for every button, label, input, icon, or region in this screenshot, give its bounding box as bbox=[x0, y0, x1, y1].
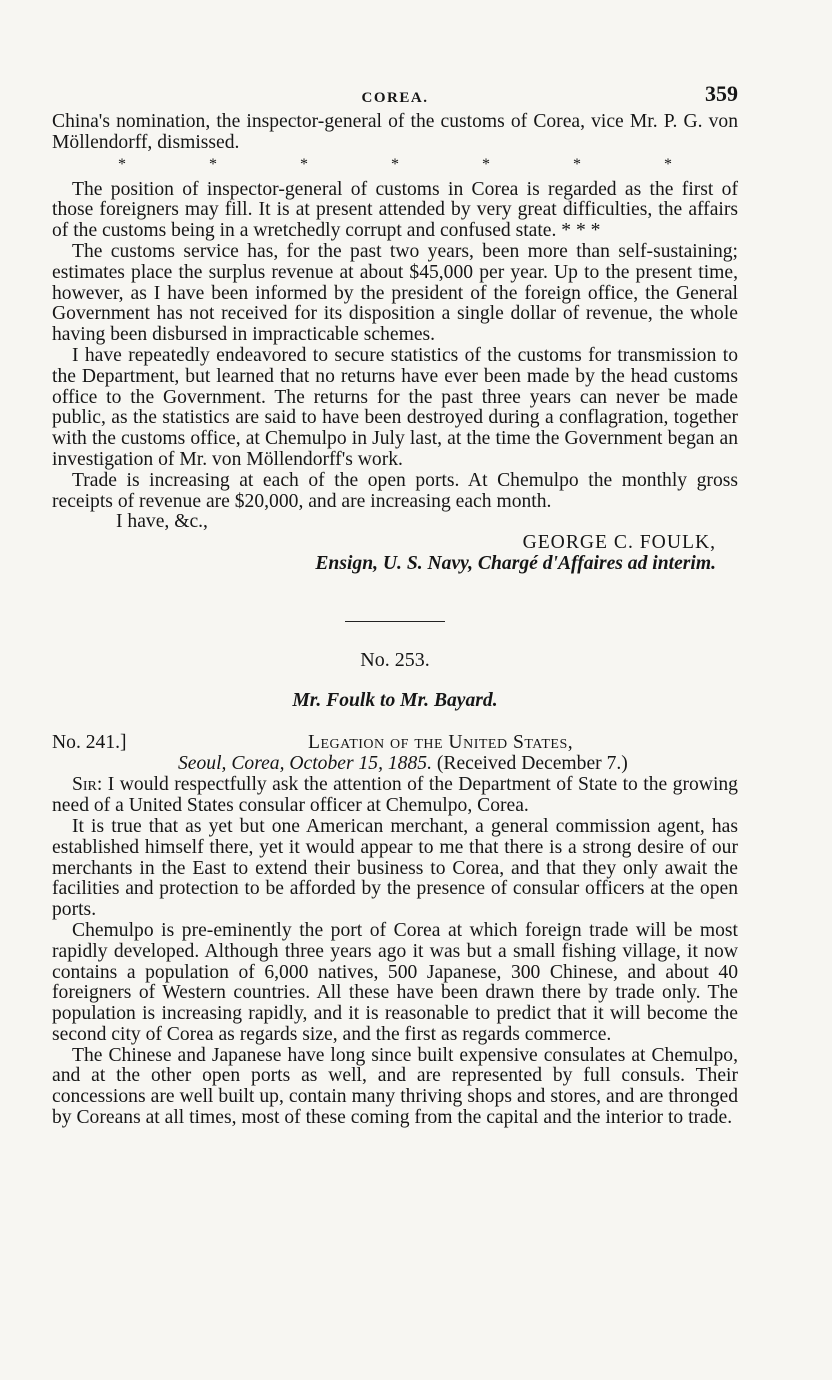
reference-number: No. 241.] bbox=[52, 732, 127, 754]
book-page bbox=[52, 81, 738, 1129]
document-subject: Mr. Foulk to Mr. Bayard. bbox=[292, 689, 498, 711]
signer-title: Ensign, U. S. Navy, Chargé d'Affaires ad interim. bbox=[315, 552, 716, 574]
place-date-line bbox=[178, 754, 628, 775]
paragraph-merchant: It is true that as yet but one American merchant, a general commission agent, has established himself there, yet it would appear to me that there is a strong desire of our merchants in the East to extend their business to Corea, and that they only await the facilities and protection to be afforded by the presence of consular officers at the open ports. bbox=[52, 815, 738, 921]
running-head: COREA. bbox=[361, 90, 429, 106]
star: * bbox=[573, 155, 581, 173]
letter-closing bbox=[52, 512, 738, 574]
star: * bbox=[118, 155, 126, 173]
paragraph-opening: China's nomination, the inspector-general of the customs of Corea, vice Mr. P. G. von Möllendorff, dismissed. bbox=[52, 111, 738, 153]
paragraph-consul-text: I would respectfully ask the attention of the Department of State to the growing need of a United States consular officer at Chemulpo, Corea. bbox=[52, 774, 738, 817]
paragraph-customs-service: The customs service has, for the past two years, been more than self-sustaining; estimates place the surplus revenue at about $45,000 per year. Up to the present time, however, as I have been informed by the president of the foreign office, the General Government has not received for its disposition a single dollar of revenue, the whole having been disbursed in impracticable schemes. bbox=[52, 240, 738, 346]
page-header bbox=[52, 81, 738, 110]
ellipsis-stars bbox=[52, 156, 738, 174]
document-number: No. 253. bbox=[360, 648, 430, 671]
star: * bbox=[482, 155, 490, 173]
salutation: Sir: bbox=[72, 774, 103, 796]
paragraph-consulates: The Chinese and Japanese have long since built expensive consulates at Chemulpo, and at the other open ports as well, and are represented by full consuls. Their concessions are well built up, contain many thriving shops and stores, and are thronged by Coreans at all times, most of these coming from the capital and the interior to trade. bbox=[52, 1044, 738, 1129]
section-divider bbox=[345, 621, 445, 622]
place-date: Seoul, Corea, October 15, 1885. bbox=[178, 753, 432, 775]
closing-greeting: I have, &c., bbox=[116, 511, 208, 533]
paragraph-chemulpo: Chemulpo is pre-eminently the port of Corea at which foreign trade will be most rapidly developed. Although three years ago it was but a small fishing village, it now contains a population of 6,000 natives, 500 Japanese, 300 Chinese, and about 40 foreigners of Western countries. All these have been drawn there by trade only. The population is increasing rapidly, and it is reasonable to predict that it will become the second city of Corea as regards size, and the first as regards commerce. bbox=[52, 919, 738, 1045]
page-number: 359 bbox=[705, 81, 738, 106]
star: * bbox=[664, 155, 672, 173]
letterhead bbox=[52, 733, 738, 775]
paragraph-consul-request bbox=[52, 775, 738, 817]
paragraph-statistics: I have repeatedly endeavored to secure statistics of the customs for transmission to the Department, but learned that no returns have ever been made by the head customs office to the Government. The returns for the past three years can never be made public, as the statistics are said to have been destroyed during a conflagration, together with the customs office, at Chemulpo in July last, at the time the Government began an investigation of Mr. von Möllendorff's work. bbox=[52, 344, 738, 470]
paragraph-position: The position of inspector-general of customs in Corea is regarded as the first of those foreigners may fill. It is at present attended by very great difficulties, the affairs of the customs being in a wretchedly corrupt and confused state. * * * bbox=[52, 178, 738, 242]
star: * bbox=[300, 155, 308, 173]
star: * bbox=[391, 155, 399, 173]
received-date: (Received December 7.) bbox=[436, 753, 628, 775]
star: * bbox=[209, 155, 217, 173]
paragraph-trade: Trade is increasing at each of the open ports. At Chemulpo the monthly gross receipts of revenue are $20,000, and are increasing each month. bbox=[52, 469, 738, 512]
legation-name: Legation of the United States, bbox=[308, 732, 574, 754]
signer-name: GEORGE C. FOULK, bbox=[522, 532, 716, 554]
